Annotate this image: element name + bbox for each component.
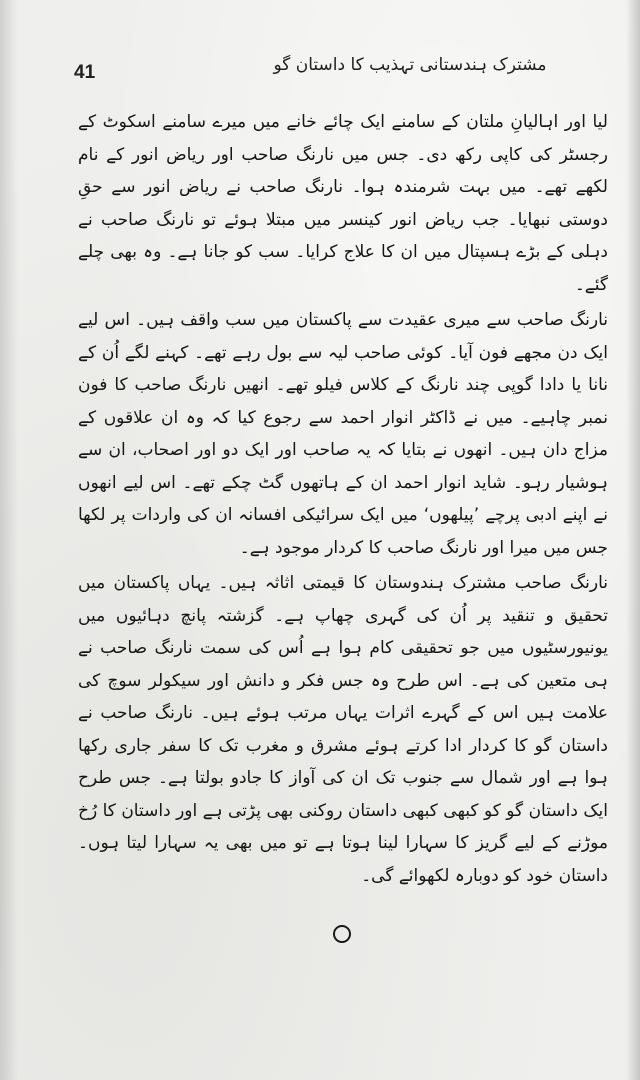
page-edge-shadow-right [626,0,640,1080]
paragraph-1: لیا اور اہالیانِ ملتان کے سامنے ایک چائے خانے میں میرے سامنے اسکوٹ کے رجسٹر کی کاپی رکھ دی۔ جس میں نارنگ صاحب اور ریاض انور کے نام لکھے تھے۔ میں بہت شرمندہ ہوا۔ نارنگ صاحب نے ریاض انور سے حقِ دوستی نبھایا۔ جب ریاض انور کینسر میں مبتلا ہوئے تو نارنگ صاحب نے دہلی کے بڑے ہسپتال میں ان کا علاج کرایا۔ سب کو جانا ہے۔ وہ بھی چلے گئے۔ [78,112,608,295]
paragraph-2: نارنگ صاحب سے میری عقیدت سے پاکستان میں سب واقف ہیں۔ اس لیے ایک دن مجھے فون آیا۔ کوئی صاحب لیہ سے بول رہے تھے۔ کہنے لگے اُن کے نانا یا دادا گوپی چند نارنگ کے کلاس فیلو تھے۔ انھیں نارنگ صاحب کا فون نمبر چاہیے۔ میں نے ڈاکٹر انوار احمد سے رجوع کیا کہ وہ ان علاقوں کے مزاج دان ہیں۔ انھوں نے بتایا کہ یہ صاحب اور ایک دو اور اصحاب، ان سے ہوشیار رہو۔ شاید انوار احمد ان کے ہاتھوں گٹ چکے تھے۔ اس لیے انھوں نے اپنے ادبی پرچے ’پیلھوں‘ میں ایک سرائیکی افسانہ ان کی واردات پر لکھا جس میں میرا اور نارنگ صاحب کا کردار موجود ہے۔ [78,310,608,558]
page-number: 41 [74,62,96,83]
page-edge-shadow-left [0,0,18,1080]
section-end-circle-icon [333,925,351,943]
body-text [78,106,608,895]
page-header [70,50,610,90]
paragraph-3: نارنگ صاحب مشترک ہندوستان کا قیمتی اثاثہ ہیں۔ یہاں پاکستان میں تحقیق و تنقید پر اُن کی گہری چھاپ ہے۔ گزشتہ پانچ دہائیوں میں یونیورسٹیوں میں جو تحقیقی کام ہوا ہے اُس کی سمت نارنگ صاحب نے ہی متعین کی ہے۔ اس طرح وہ جس فکر و دانش اور سیکولر سوچ کی علامت ہیں اس کے گہرے اثرات یہاں مرتب ہوئے ہیں۔ نارنگ صاحب نے داستان گو کا کردار ادا کرتے ہوئے مشرق و مغرب تک کا سفر جاری رکھا ہوا ہے اور شمال سے جنوب تک ان کی آواز کا جادو بولتا ہے۔ جس طرح ایک داستان گو کو کبھی کبھی داستان روکنی بھی پڑتی ہے اور داستان کا رُخ موڑنے کے لیے گریز کا سہارا لینا ہوتا ہے تو میں بھی یہ سہارا لیتا ہوں۔ داستان خود کو دوبارہ لکھوائے گی۔ [78,573,608,886]
running-title: مشترک ہندستانی تہذیب کا داستان گو [273,55,547,75]
